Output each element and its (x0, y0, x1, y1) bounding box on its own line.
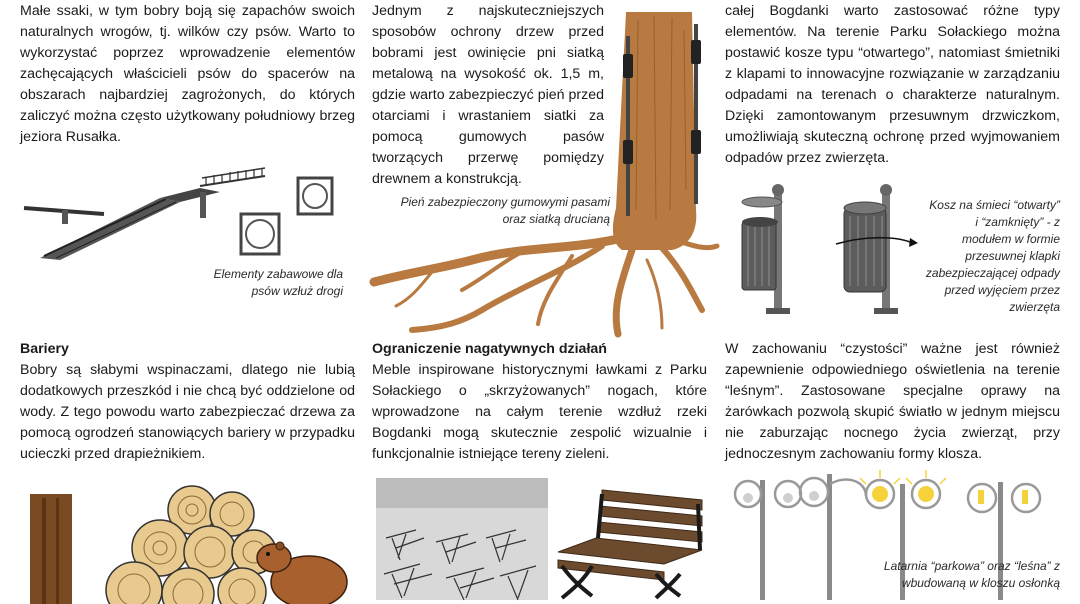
barriers-heading: Bariery (20, 341, 69, 357)
protected-tree-trunk-illustration (372, 10, 717, 336)
lighting-paragraph: W zachowaniu “czystości” ważne jest również zapewnienie odpowiedniego oświetlenia na terenie “leśnym”. Zastosowane specjalne oprawy na żarówkach pozwolą skupić światło w jednym miejscu nie zaburzając nocnego życia zwierząt, przy jednoczesnym zachowaniu formy klosza. (725, 341, 1060, 462)
intro-paragraph-waste: całej Bogdanki warto zastosować różne typy elementów. Na terenie Parku Sołackiego można postawić kosze typu “otwartego”, natomiast śmietniki z klapami to innowacyjne rozwiązanie w zarządzaniu odpadami na terenach o charakterze naturalnym. Dzięki zamontowanym przesuwnym drzwiczkom, umożliwiają skuteczną ochronę przed wyjmowaniem odpadów przez zwierzęta. (725, 3, 1060, 166)
caption-dog-elements: Elementy zabawowe dla psów wzłuż drogi (213, 267, 343, 298)
dog-play-elements-illustration (20, 172, 350, 262)
limit-negative-text: Meble inspirowane historycznymi ławkami z Parku Sołackiego o „skrzyżowanych” nogach, które wprowadzone na całym terenie wzdłuż rzeki Bogdanki mogą skutecznie zespolić wizualnie i funkcjonalnie istniejące tereny zieleni. (372, 362, 707, 462)
waste-bins-illustration (734, 182, 934, 320)
crossed-leg-bench-illustration (552, 480, 704, 602)
barriers-text: Bobry są słabymi wspinaczami, dlatego nie lubią dodatkowych przeszkód i nie chcą być oddzielone od wody. Z tego powodu warto zabezpieczać drzewa za pomocą ogrodzeń stanowiących bariery w przypadku ucieczki przed drapieżnikiem. (20, 362, 355, 462)
tree-trunk-fence-illustration (30, 494, 72, 604)
log-pile-beaver-illustration (104, 484, 354, 604)
historic-benches-photo (376, 478, 548, 600)
caption-waste-bins: Kosz na śmieci “otwarty” i “zamknięty” - z modułem w formie przesuwnej klapki zabezpieczającej odpady przed wyjęciem przez zwierzęta (925, 198, 1060, 314)
intro-paragraph-trees: Jednym z najskuteczniejszych sposobów ochrony drzew przed bobrami jest owinięcie pni siatką metalową na wysokość ok. 1,5 m, gdzie warto zabezpieczyć pień przed otarciami i wrastaniem siatki za pomocą gumowych pasów tworzących przerwę pomiędzy drewnem a konstrukcją. (372, 3, 604, 187)
limit-negative-heading: Ograniczenie nagatywnych działań (372, 341, 607, 357)
intro-paragraph-dogs: Małe ssaki, w tym bobry boją się zapachów swoich naturalnych wrogów, tj. wilków czy psów. Warto to wykorzystać poprzez wprowadzenie elementów zachęcających właścicieli psów do spacerów na obszarach najbardziej zagrożonych, do których zaliczyć można często użytkowany południowy brzeg jeziora Rusałka. (20, 3, 355, 145)
barriers-section (20, 339, 355, 465)
limit-negative-section (372, 339, 707, 465)
caption-tree-protection: Pień zabezpieczony gumowymi pasami oraz siatką drucianą (400, 195, 610, 226)
caption-lamps: Latarnia “parkowa” oraz “leśna” z wbudowaną w kloszu osłonką (883, 559, 1060, 590)
